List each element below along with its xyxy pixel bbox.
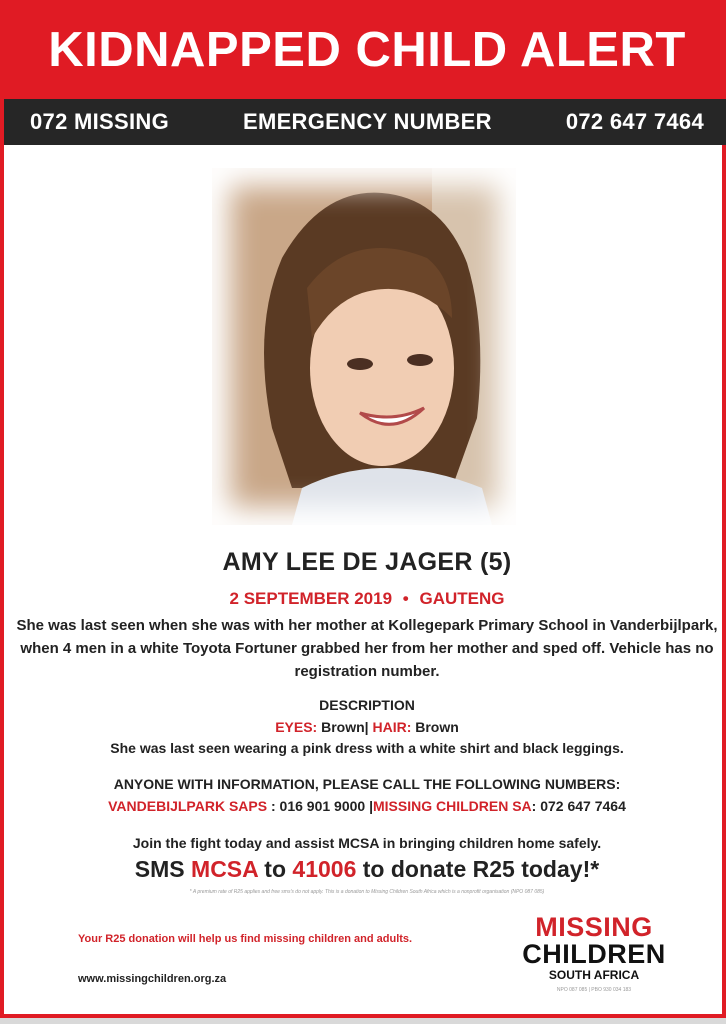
features-line	[4, 719, 726, 735]
join-fight-text: Join the fight today and assist MCSA in bringing children home safely.	[132, 835, 602, 851]
fine-print: * A premium rate of R25 applies and free sms's do not apply. This is a donation to Missing Children South Africa which is a nonprofit organisation (NPO 087 085)	[189, 889, 545, 895]
eyes-value: Brown	[321, 719, 365, 735]
mcsa-label: MISSING CHILDREN SA	[372, 798, 532, 814]
date-location-line	[4, 589, 726, 609]
contact-heading: ANYONE WITH INFORMATION, PLEASE CALL THE FOLLOWING NUMBERS:	[113, 776, 621, 792]
logo-south-africa: SOUTH AFRICA	[548, 968, 640, 982]
logo-missing: MISSING	[535, 912, 653, 942]
emergency-strip	[4, 99, 726, 145]
strip-emergency-label: EMERGENCY NUMBER	[242, 109, 492, 134]
sms-donation-line	[4, 856, 726, 883]
donation-note: Your R25 donation will help us find missing children and adults.	[78, 933, 413, 945]
logo-children: CHILDREN	[522, 939, 666, 969]
logo-registration: NPO 087 085 | PBO 930 034 183	[556, 987, 632, 993]
saps-separator: :	[267, 798, 280, 814]
sms-prefix: SMS	[134, 856, 192, 882]
strip-emergency-number: 072 647 7464	[565, 109, 704, 134]
mcsa-logo	[514, 913, 674, 993]
strip-missing-label: 072 MISSING	[30, 109, 170, 134]
child-name: AMY LEE DE JAGER (5)	[222, 548, 512, 576]
eyes-label: EYES:	[275, 719, 318, 735]
sms-number[interactable]: 41006	[292, 856, 357, 882]
saps-number[interactable]: 016 901 9000	[279, 798, 366, 814]
missing-province: GAUTENG	[419, 589, 505, 608]
sms-suffix: to donate R25 today!*	[356, 856, 600, 882]
features-divider: |	[364, 719, 369, 735]
hair-value: Brown	[415, 719, 459, 735]
mcsa-separator: :	[531, 798, 541, 814]
contact-divider: |	[369, 798, 373, 814]
alert-banner	[4, 0, 726, 99]
website-link[interactable]: www.missingchildren.org.za	[78, 973, 227, 985]
sms-keyword: MCSA	[191, 856, 258, 882]
saps-label: VANDEBIJLPARK SAPS	[108, 798, 268, 814]
incident-description: She was last seen when she was with her mother at Kollegepark Primary School in Vanderbijlpark, when 4 men in a white Toyota Fortuner grabbed her from her mother and sped off. Vehicle has no registration number.	[16, 617, 718, 680]
missing-date: 2 SEPTEMBER 2019	[229, 589, 393, 608]
child-portrait-illustration	[212, 168, 516, 525]
alert-title: KIDNAPPED CHILD ALERT	[48, 22, 686, 77]
mcsa-number[interactable]: 072 647 7464	[540, 798, 626, 814]
sms-to: to	[257, 856, 293, 882]
hair-label: HAIR:	[372, 719, 412, 735]
bullet-separator: •	[402, 589, 409, 608]
clothing-description: She was last seen wearing a pink dress with a white shirt and black leggings.	[110, 740, 624, 756]
description-heading: DESCRIPTION	[319, 697, 415, 713]
contact-numbers	[4, 798, 726, 814]
child-photo	[212, 168, 516, 525]
